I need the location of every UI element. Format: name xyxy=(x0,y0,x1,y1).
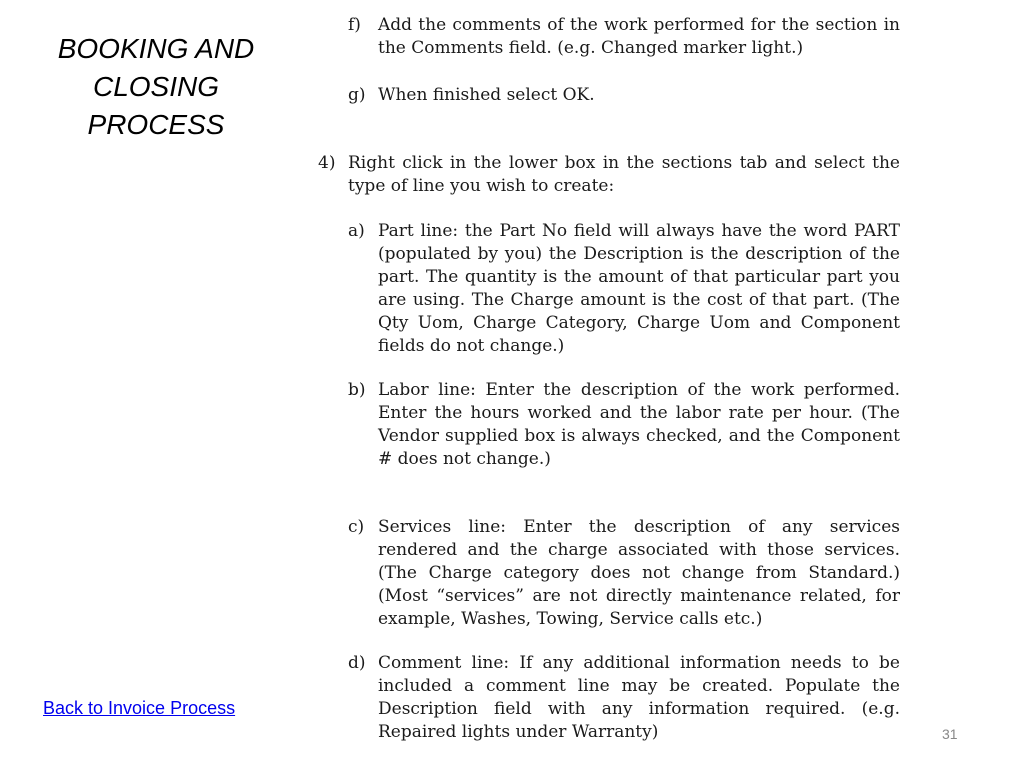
step-marker: c) xyxy=(348,517,365,537)
step-text: Services line: Enter the description of any services rendered and the charge associated with those services. (The Charge category does not change from Standard.) (Most “services” are not directly maintenance related, for example, Washes, Towing, Service calls etc.) xyxy=(378,517,900,629)
step-marker: a) xyxy=(348,221,365,241)
step-marker: g) xyxy=(348,85,366,105)
step-text: Add the comments of the work performed for the section in the Comments field. (e.g. Changed marker light.) xyxy=(378,15,900,58)
step-marker: 4) xyxy=(318,153,336,173)
step-marker: f) xyxy=(348,15,361,35)
step-text: Part line: the Part No field will always have the word PART (populated by you) the Description is the description of the part. The quantity is the amount of that particular part you are using. The Charge amount is the cost of that part. (The Qty Uom, Charge Category, Charge Uom and Component fields do not change.) xyxy=(378,221,900,356)
slide-title: BOOKING AND CLOSING PROCESS xyxy=(57,33,255,140)
page-number: 31 xyxy=(942,726,958,742)
back-to-invoice-process-link[interactable]: Back to Invoice Process xyxy=(43,698,236,718)
step-marker: d) xyxy=(348,653,366,673)
step-marker: b) xyxy=(348,380,366,400)
step-text: Right click in the lower box in the sections tab and select the type of line you wish to create: xyxy=(348,153,900,196)
step-text: Comment line: If any additional information needs to be included a comment line may be created. Populate the Description field with any information required. (e.g. Repaired lights under Warranty) xyxy=(378,653,900,742)
step-text: When finished select OK. xyxy=(378,85,595,105)
step-text: Labor line: Enter the description of the work performed. Enter the hours worked and the labor rate per hour. (The Vendor supplied box is always checked, and the Component # does not change.) xyxy=(378,380,900,469)
